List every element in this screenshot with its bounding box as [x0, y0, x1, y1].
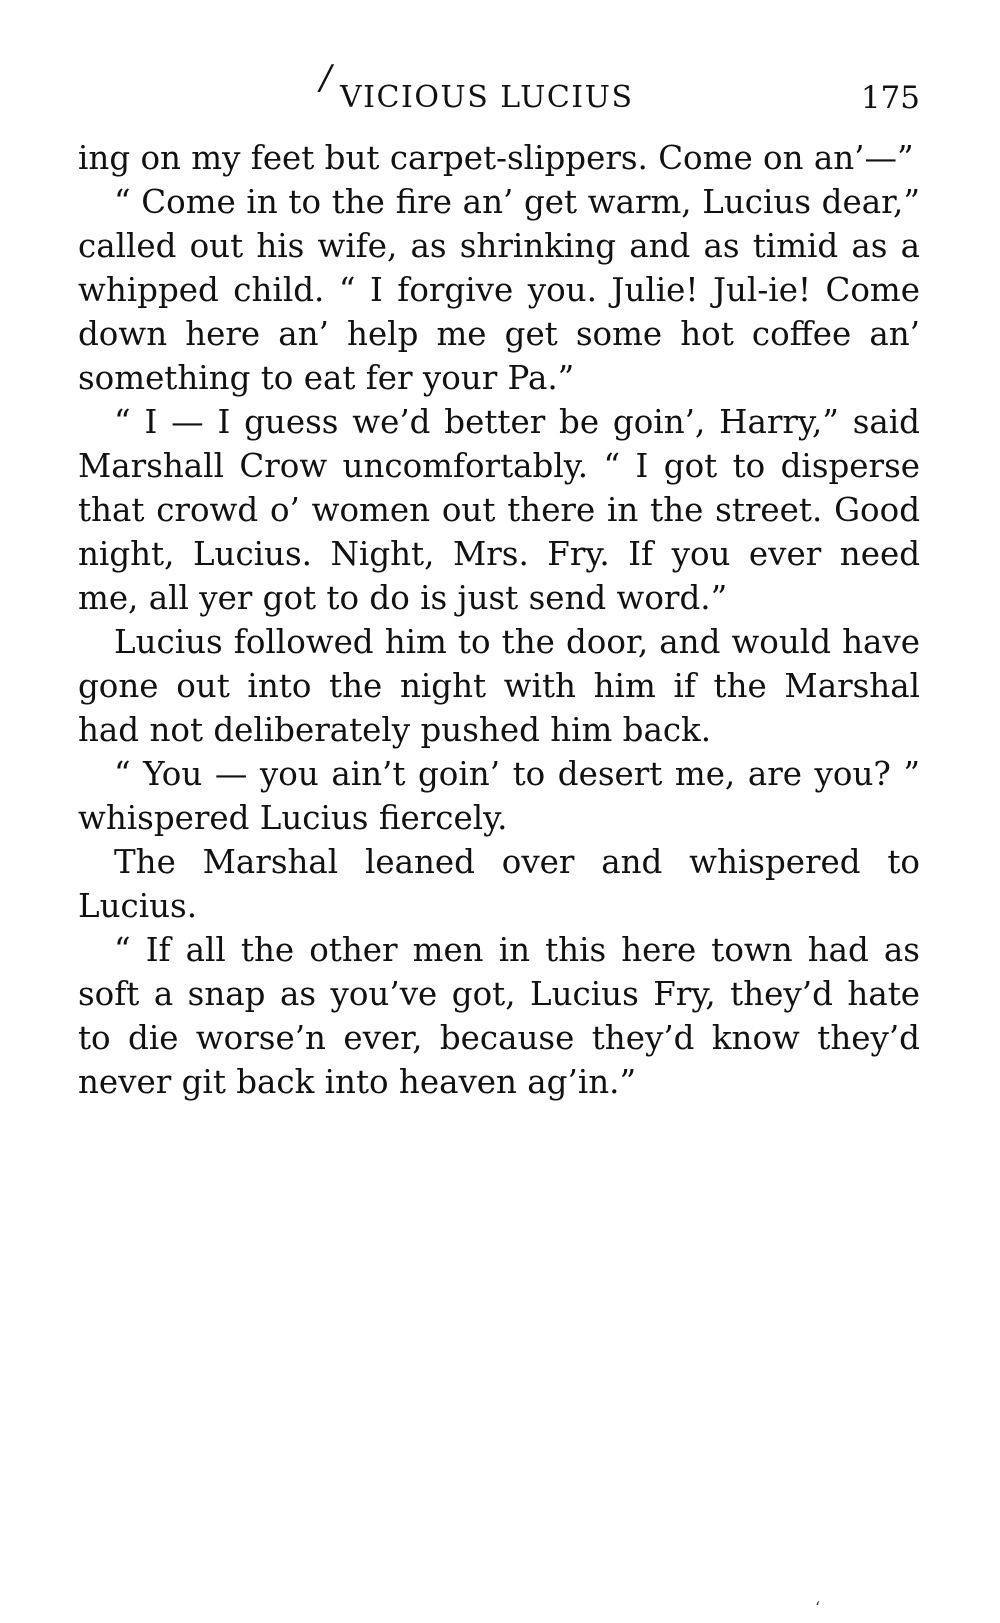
running-title: VICIOUS LUCIUS: [340, 80, 634, 115]
paragraph-continuation: ing on my feet but carpet-slippers. Come on an’—”: [78, 139, 914, 177]
book-page: [78, 58, 920, 1104]
paragraph: Lucius followed him to the door, and would have gone out into the night with him if the Marshal had not deliberately pushed him back.: [78, 623, 920, 749]
body-text: [78, 136, 920, 1104]
page-number: 175: [860, 80, 920, 116]
stray-pencil-mark: /: [320, 58, 333, 98]
running-head: [78, 58, 920, 128]
stray-mark-bottom: ‘: [815, 1598, 821, 1617]
paragraph: “ You — you ain’t goin’ to desert me, are you? ” whispered Lucius fiercely.: [78, 755, 920, 837]
paragraph: The Marshal leaned over and whispered to Lucius.: [78, 843, 920, 925]
paragraph: “ Come in to the fire an’ get warm, Lucius dear,” called out his wife, as shrinking and as timid as a whipped child. “ I forgive you. Julie! Jul-ie! Come down here an’ help me get some hot coffee an’ something to eat fer your Pa.”: [78, 183, 920, 397]
paragraph: “ If all the other men in this here town had as soft a snap as you’ve got, Lucius Fry, they’d hate to die worse’n ever, because they’d know they’d never git back into heaven ag’in.”: [78, 931, 920, 1101]
paragraph: “ I — I guess we’d better be goin’, Harry,” said Marshall Crow uncomfortably. “ I got to disperse that crowd o’ women out there in the street. Good night, Lucius. Night, Mrs. Fry. If you ever need me, all yer got to do is just send word.”: [78, 403, 920, 617]
